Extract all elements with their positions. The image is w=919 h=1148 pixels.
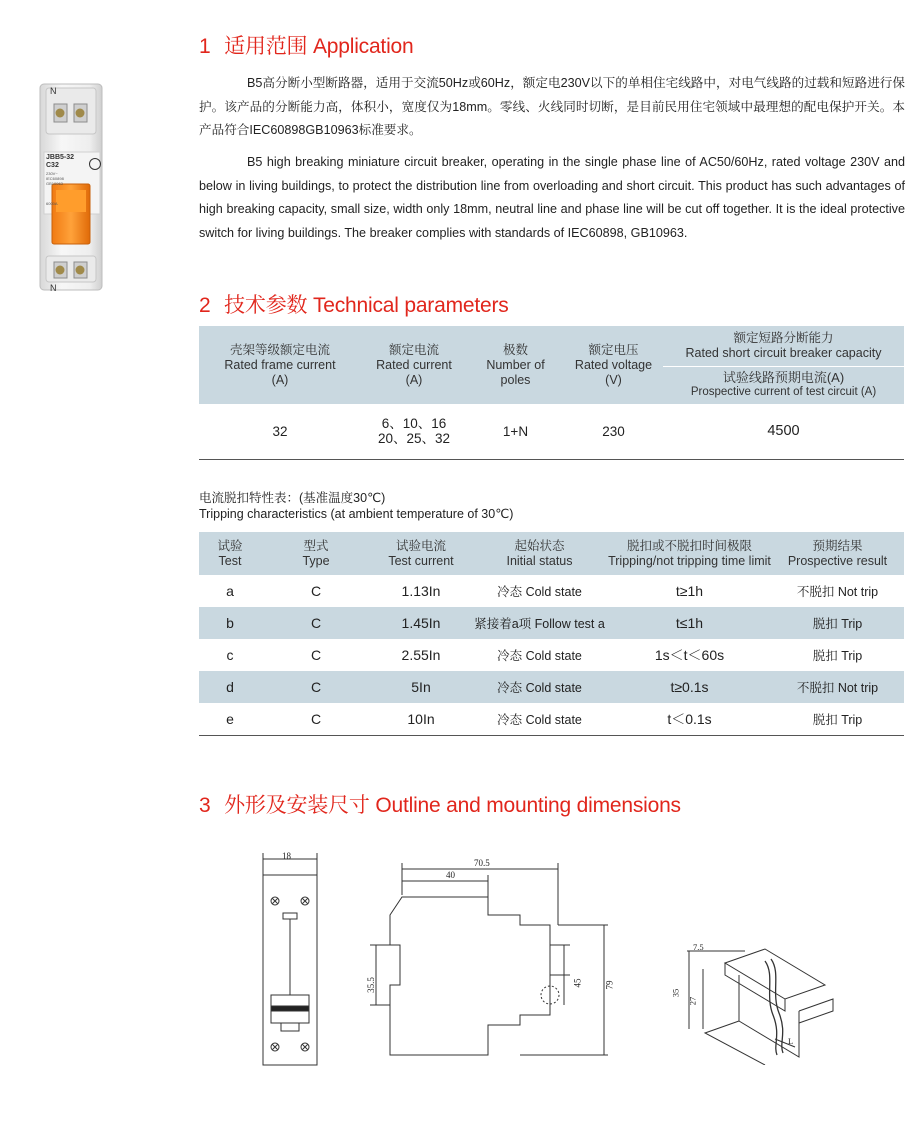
breaker-product-image	[32, 78, 112, 300]
application-paragraph-cn: B5高分断小型断路器，适用于交流50Hz或60Hz，额定电230V以下的单相住宅线路中，对电气线路的过载和短路进行保护。该产品的分断能力高，体积小，宽度仅为18mm。零线、火线同时切断，是目前民用住宅领域中最理想的配电保护开关。本产品符合IEC60898GB10963标准要求。	[199, 76, 905, 137]
product-spec-line-1: 230V~	[46, 171, 58, 176]
trip-row-b: b C 1.45In 紧接着a项 Follow test a t≤1h 脱扣 Trip	[199, 607, 904, 639]
header-breaking-capacity: 额定短路分断能力 Rated short circuit breaker capacity	[663, 326, 904, 366]
trip-header-type: 型式 Type	[261, 532, 371, 575]
side-view-drawing	[360, 855, 620, 1075]
trip-row-c: c C 2.55In 冷态 Cold state 1s＜t＜60s 脱扣 Trip	[226, 647, 863, 663]
dim-front-height-label: 45	[572, 978, 583, 988]
header-prospective-current: 试验线路预期电流(A) Prospective current of test circuit (A)	[663, 366, 904, 404]
section-3-title	[199, 789, 681, 819]
technical-parameters-table	[199, 326, 904, 460]
section-1-title	[199, 30, 414, 60]
cell-prospective-current: 4500	[663, 404, 904, 459]
tripping-caption-cn: 电流脱扣特性表：(基准温度30℃)	[199, 491, 386, 505]
product-spec-line-3: GB10963	[46, 181, 63, 186]
dim-total-height-label: 79	[604, 980, 615, 990]
dim-width-label: 18	[282, 851, 291, 861]
trip-row-e: e C 10In 冷态 Cold state t＜0.1s 脱扣 Trip	[199, 703, 904, 736]
header-rated-current: 额定电流 Rated current (A)	[361, 326, 467, 404]
section-1-title-text: 适用范围 Application	[224, 35, 414, 58]
section-1-number: 1	[199, 35, 211, 58]
product-model-label: JBB5-32	[46, 154, 75, 161]
section-3-number: 3	[199, 794, 211, 817]
trip-header-test-current: 试验电流 Test current	[371, 532, 471, 575]
dim-front-depth-label: 40	[446, 870, 455, 880]
header-voltage: 额定电压 Rated voltage (V)	[564, 326, 663, 404]
trip-row-d: d C 5In 冷态 Cold state t≥0.1s 不脱扣 Not trip	[199, 671, 904, 703]
trip-header-result: 预期结果 Prospective result	[771, 532, 904, 575]
dim-rail-length-label: L	[788, 1036, 794, 1046]
trip-header-initial-status: 起始状态 Initial status	[471, 532, 608, 575]
product-capacity-label: 6000A	[46, 201, 58, 206]
product-terminal-top-label: N	[50, 86, 57, 96]
trip-header-test: 试验 Test	[199, 532, 261, 575]
section-2-title	[199, 289, 509, 319]
section-2-title-text: 技术参数 Technical parameters	[224, 294, 509, 317]
certification-mark-icon	[89, 158, 101, 170]
cell-voltage: 230	[564, 404, 663, 459]
technical-parameters-row	[199, 404, 904, 459]
dim-rail-inner-label: 27	[687, 996, 698, 1006]
header-poles: 极数 Number of poles	[467, 326, 564, 404]
cell-poles: 1+N	[467, 404, 564, 459]
cell-frame-current: 32	[199, 404, 361, 459]
trip-row-a: a C 1.13In 冷态 Cold state t≥1h 不脱扣 Not trip	[226, 583, 879, 599]
front-view-drawing	[255, 845, 325, 1075]
product-terminal-bottom-label: N	[50, 283, 57, 293]
dim-total-depth-label: 70.5	[474, 858, 490, 868]
section-2-number: 2	[199, 294, 211, 317]
tripping-caption-en: Tripping characteristics (at ambient temperature of 30℃)	[199, 507, 514, 521]
application-paragraph-en: B5 high breaking miniature circuit breaker, operating in the single phase line of AC50/60Hz, rated voltage 230V and below in living buildings, to protect the distribution line from overloading and short circuit. This product has such advantages of high breaking capacity, small size, width only 18mm, neutral line and phase line will be cut off together. It is the ideal protective switch for living buildings. The breaker complies with standards of IEC60898, GB10963.	[199, 155, 905, 240]
trip-header-time-limit: 脱扣或不脱扣时间极限 Tripping/not tripping time limit	[608, 532, 771, 575]
dim-rail-lip-label: 7.5	[693, 942, 704, 952]
cell-rated-current: 6、10、16 20、25、32	[361, 404, 467, 459]
dim-rail-height-label: 35	[670, 988, 681, 998]
product-spec-line-2: IEC60898	[46, 176, 64, 181]
tripping-characteristics-table	[199, 532, 904, 736]
product-rating-label: C32	[46, 162, 59, 169]
header-frame-current: 壳架等级额定电流 Rated frame current (A)	[199, 326, 361, 404]
dim-left-height-label: 35.5	[365, 977, 376, 993]
section-3-title-text: 外形及安装尺寸 Outline and mounting dimensions	[224, 794, 681, 817]
